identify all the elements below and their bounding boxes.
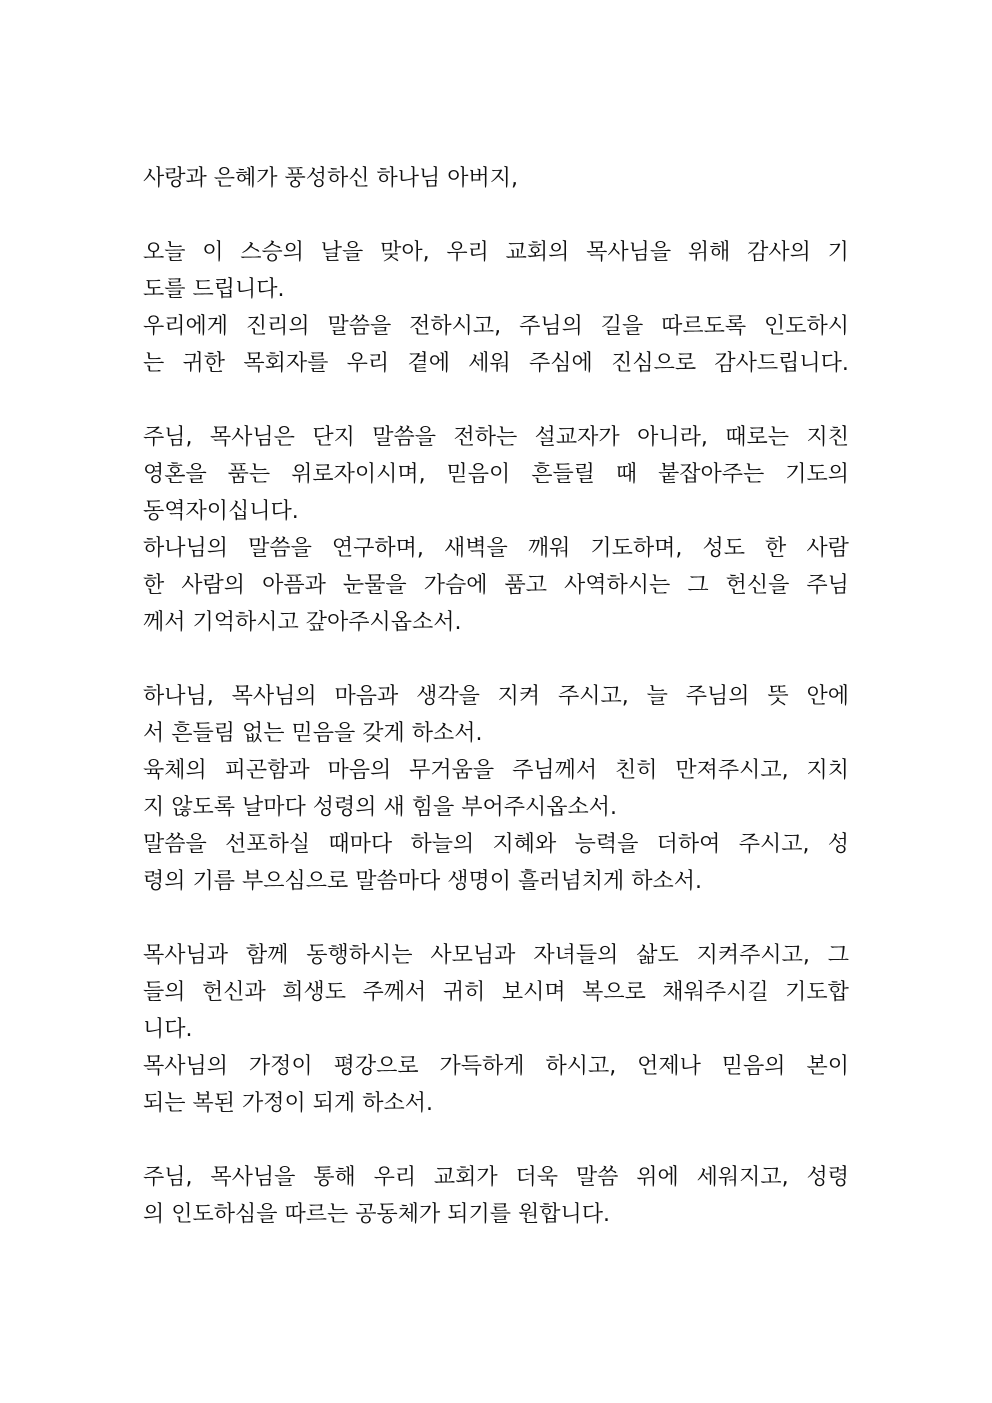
text-line — [143, 826, 849, 863]
blank-line — [143, 197, 849, 234]
word: 품고 — [504, 573, 547, 598]
word: 우리에게 — [143, 314, 229, 339]
word: 전하시고, — [409, 314, 502, 339]
word: 말씀 — [575, 1165, 619, 1190]
word: 눈물을 — [342, 573, 407, 598]
word: 지켜 — [497, 684, 541, 709]
word: 주심에 — [529, 351, 593, 376]
word: 믿음이 — [446, 462, 511, 487]
word: 하시고, — [545, 1054, 617, 1079]
word: 진리의 — [245, 314, 310, 339]
word: 들의 — [143, 980, 186, 1005]
word: 새벽을 — [443, 536, 508, 561]
word: 가득하게 — [439, 1054, 525, 1079]
text-line: 니다. — [143, 1017, 193, 1042]
word: 한 — [143, 573, 165, 598]
word: 기도하며, — [590, 536, 683, 561]
word: 말씀을 — [327, 314, 392, 339]
word: 이 — [202, 240, 224, 265]
word: 기도의 — [785, 462, 849, 487]
word: 채워주시길 — [662, 980, 769, 1005]
text-line: 령의 기름 부으심으로 말씀마다 생명이 흘러넘치게 하소서. — [143, 869, 703, 894]
word: 목회자를 — [243, 351, 329, 376]
word: 교회가 — [433, 1165, 498, 1190]
blank-line — [143, 1122, 849, 1159]
word: 무거움을 — [409, 758, 495, 783]
word: 말씀을 — [372, 425, 437, 450]
word: 아니라, — [637, 425, 708, 450]
word: 헌신과 — [202, 980, 266, 1005]
word: 주시고, — [558, 684, 629, 709]
word: 목사님을 — [210, 1165, 296, 1190]
word: 사역하시는 — [564, 573, 671, 598]
word: 인도하시 — [763, 314, 849, 339]
word: 하나님의 — [143, 536, 229, 561]
text-line: 께서 기억하시고 갚아주시옵소서. — [143, 610, 462, 635]
word: 세워지고, — [696, 1165, 789, 1190]
text-line — [143, 1159, 849, 1196]
word: 설교자가 — [534, 425, 620, 450]
word: 주님께서 — [512, 758, 598, 783]
text-line — [143, 234, 849, 271]
word: 생각을 — [416, 684, 480, 709]
word: 때로는 — [725, 425, 790, 450]
text-line: 의 인도하심을 따르는 공동체가 되기를 원합니다. — [143, 1202, 611, 1227]
word: 곁에 — [407, 351, 450, 376]
word: 주께서 — [362, 980, 427, 1005]
blank-line — [143, 382, 849, 419]
word: 세워 — [468, 351, 511, 376]
word: 사람의 — [181, 573, 246, 598]
word: 는 — [143, 351, 165, 376]
word: 위에 — [636, 1165, 679, 1190]
word: 성령 — [806, 1165, 849, 1190]
word: 지켜주시고, — [696, 943, 810, 968]
word: 자녀들의 — [533, 943, 619, 968]
word: 그 — [687, 573, 709, 598]
text-line: 서 흔들림 없는 믿음을 갖게 하소서. — [143, 721, 483, 746]
word: 때 — [615, 462, 638, 487]
word: 전하는 — [453, 425, 518, 450]
word: 목사님의 — [143, 1054, 229, 1079]
text-line — [143, 456, 849, 493]
word: 길을 — [600, 314, 644, 339]
word: 가정이 — [248, 1054, 313, 1079]
word: 아픔과 — [262, 573, 326, 598]
word: 흔들릴 — [531, 462, 595, 487]
text-line: 되는 복된 가정이 되게 하소서. — [143, 1091, 433, 1116]
text-line — [143, 419, 849, 456]
word: 사모님과 — [430, 943, 516, 968]
text-line — [143, 937, 849, 974]
word: 통해 — [313, 1165, 356, 1190]
word: 품는 — [227, 462, 271, 487]
blank-line — [143, 900, 849, 937]
word: 목사님은 — [209, 425, 295, 450]
word: 삶도 — [636, 943, 679, 968]
word: 복으로 — [582, 980, 646, 1005]
word: 믿음의 — [721, 1054, 786, 1079]
word: 주님, — [143, 1165, 193, 1190]
word: 따르도록 — [661, 314, 747, 339]
word: 함께 — [245, 943, 289, 968]
word: 마음의 — [327, 758, 392, 783]
word: 가슴에 — [423, 573, 488, 598]
word: 피곤함과 — [224, 758, 310, 783]
word: 지치 — [806, 758, 849, 783]
text-line: 지 않도록 날마다 성령의 새 힘을 부어주시옵소서. — [143, 795, 617, 820]
text-line: 동역자이십니다. — [143, 499, 299, 524]
word: 우리 — [373, 1165, 417, 1190]
word: 언제나 — [637, 1054, 701, 1079]
word: 교회의 — [505, 240, 570, 265]
word: 때마다 — [328, 832, 393, 857]
word: 목사님을 — [586, 240, 672, 265]
word: 만져주시고, — [675, 758, 789, 783]
word: 늘 — [646, 684, 668, 709]
word: 귀한 — [182, 351, 226, 376]
text-line — [143, 530, 849, 567]
word: 한 — [765, 536, 787, 561]
word: 주님의 — [519, 314, 583, 339]
word: 사람 — [806, 536, 849, 561]
word: 주님의 — [685, 684, 750, 709]
word: 지혜와 — [492, 832, 557, 857]
word: 하나님, — [143, 684, 214, 709]
word: 귀히 — [442, 980, 486, 1005]
word: 보시며 — [501, 980, 566, 1005]
word: 육체의 — [143, 758, 207, 783]
word: 본이 — [806, 1054, 849, 1079]
prayer-text-body — [143, 160, 849, 1233]
word: 지친 — [806, 425, 849, 450]
text-line — [143, 308, 849, 345]
word: 감사의 — [747, 240, 811, 265]
text-line — [143, 567, 849, 604]
word: 성 — [827, 832, 849, 857]
word: 기도합 — [785, 980, 849, 1005]
word: 평강으로 — [333, 1054, 419, 1079]
word: 위로자이시며, — [291, 462, 426, 487]
word: 안에 — [806, 684, 849, 709]
word: 날을 — [320, 240, 364, 265]
word: 우리 — [346, 351, 390, 376]
word: 연구하며, — [331, 536, 424, 561]
word: 단지 — [312, 425, 355, 450]
word: 주시고, — [738, 832, 810, 857]
word: 선포하실 — [225, 832, 311, 857]
word: 헌신을 — [725, 573, 790, 598]
text-line — [143, 974, 849, 1011]
word: 스승의 — [240, 240, 305, 265]
word: 하늘의 — [410, 832, 475, 857]
text-line — [143, 678, 849, 715]
word: 위해 — [687, 240, 731, 265]
word: 영혼을 — [143, 462, 207, 487]
word: 주님 — [806, 573, 849, 598]
text-line: 사랑과 은혜가 풍성하신 하나님 아버지, — [143, 166, 518, 191]
text-line: 도를 드립니다. — [143, 277, 285, 302]
word: 깨워 — [527, 536, 571, 561]
word: 성도 — [702, 536, 745, 561]
word: 기 — [827, 240, 849, 265]
word: 목사님과 — [143, 943, 229, 968]
word: 뜻 — [767, 684, 789, 709]
word: 더욱 — [515, 1165, 559, 1190]
word: 그 — [827, 943, 849, 968]
word: 능력을 — [574, 832, 639, 857]
word: 맞아, — [380, 240, 430, 265]
word: 목사님의 — [231, 684, 317, 709]
word: 오늘 — [143, 240, 186, 265]
text-line — [143, 345, 849, 382]
word: 동행하시는 — [306, 943, 413, 968]
word: 말씀을 — [143, 832, 207, 857]
text-line — [143, 1048, 849, 1085]
word: 말씀을 — [248, 536, 312, 561]
word: 주님, — [143, 425, 193, 450]
blank-line — [143, 641, 849, 678]
text-line — [143, 752, 849, 789]
word: 우리 — [446, 240, 489, 265]
word: 감사드립니다. — [714, 351, 849, 376]
word: 더하여 — [656, 832, 721, 857]
word: 희생도 — [282, 980, 347, 1005]
word: 마음과 — [334, 684, 399, 709]
word: 붙잡아주는 — [658, 462, 765, 487]
word: 진심으로 — [611, 351, 697, 376]
word: 친히 — [614, 758, 658, 783]
